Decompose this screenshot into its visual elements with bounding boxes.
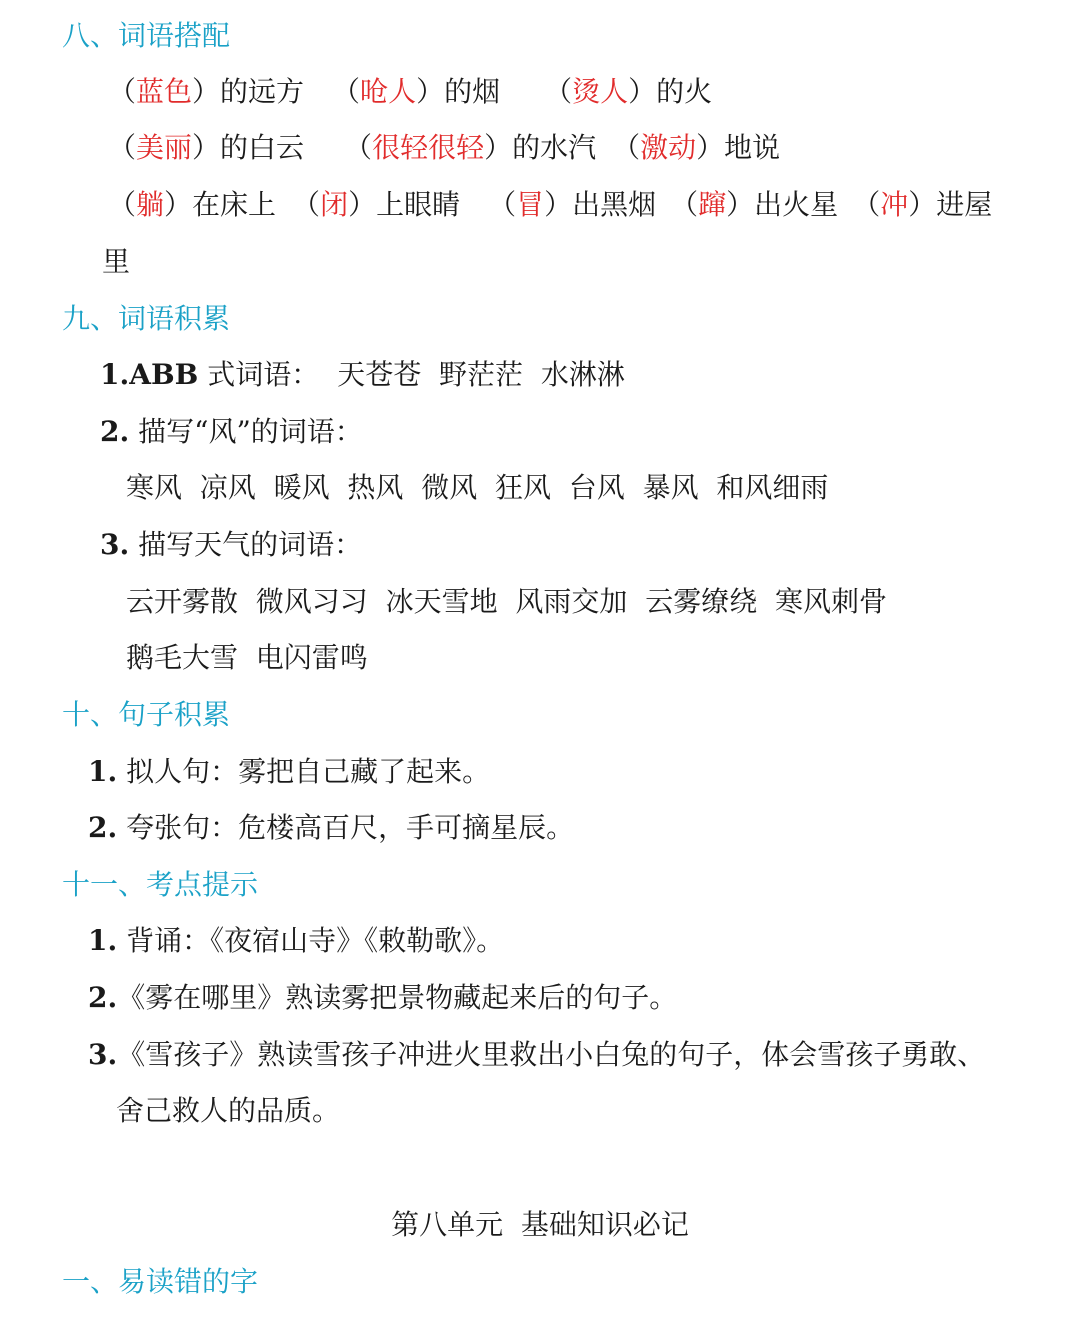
- wind-words: 寒风 凉风 暖风 热风 微风 狂风 台风 暴风 和风细雨: [126, 471, 829, 504]
- item-text: 背诵：《夜宿山寺》《敕勒歌》。: [126, 924, 505, 957]
- item-number: 1.ABB: [100, 358, 199, 391]
- tip-item-3-wrap: 舍己救人的品质。: [116, 1094, 341, 1127]
- item-number: 1.: [88, 924, 118, 957]
- item-number: 3.: [100, 528, 130, 561]
- weather-words-2: 鹅毛大雪 电闪雷鸣: [126, 641, 368, 674]
- collocation-item: （很轻很轻）的水汽: [344, 131, 597, 164]
- collocation-item: （冲）进屋: [852, 188, 993, 221]
- section-heading-11: 十一、考点提示: [62, 868, 259, 901]
- collocation-item: （激动）地说: [612, 131, 781, 164]
- collocation-row-3-wrap: 里: [102, 245, 131, 278]
- tip-item-1: [88, 921, 504, 961]
- answer-word: 闭: [320, 188, 349, 221]
- collocation-item: （美丽）的白云: [108, 131, 305, 164]
- collocation-item: （呛人）的烟: [332, 75, 501, 108]
- answer-word: 美丽: [136, 131, 193, 164]
- item-number: 2.: [88, 981, 118, 1014]
- item-number: 1.: [88, 755, 118, 788]
- section-heading-8: 八、词语搭配: [62, 19, 231, 52]
- collocation-item: （闭）上眼睛: [292, 188, 461, 221]
- answer-word: 蓝色: [136, 75, 193, 108]
- item-text: 夸张句：危楼高百尺，手可摘星辰。: [126, 811, 575, 844]
- item-label: 描写“风”的词语：: [138, 415, 363, 448]
- collocation-item: （蹿）出火星: [670, 188, 839, 221]
- collocation-item: （冒）出黑烟: [488, 188, 657, 221]
- word-item-3: [100, 525, 362, 565]
- answer-word: 冲: [880, 188, 909, 221]
- weather-words-1: 云开雾散 微风习习 冰天雪地 风雨交加 云雾缭绕 寒风刺骨: [126, 585, 888, 618]
- tip-item-2: [88, 978, 677, 1018]
- collocation-row-1: [108, 72, 712, 112]
- item-text: 《雾在哪里》熟读雾把景物藏起来后的句子。: [117, 981, 678, 1014]
- tip-item-3: [88, 1035, 985, 1075]
- item-number: 3.: [88, 1038, 118, 1071]
- item-number: 2.: [100, 415, 130, 448]
- item-words: 天苍苍 野茫茫 水淋淋: [337, 358, 625, 391]
- collocation-row-2: [108, 128, 780, 168]
- answer-word: 冒: [516, 188, 545, 221]
- answer-word: 激动: [640, 131, 697, 164]
- word-item-2: [100, 412, 363, 452]
- collocation-item: （蓝色）的远方: [108, 75, 305, 108]
- collocation-row-3: [108, 185, 992, 225]
- sentence-item-1: [88, 752, 490, 792]
- item-text: 拟人句：雾把自己藏了起来。: [126, 755, 491, 788]
- unit-title: 第八单元 基础知识必记: [391, 1208, 689, 1241]
- collocation-item: （躺）在床上: [108, 188, 277, 221]
- word-item-1: [100, 355, 625, 395]
- sentence-item-2: [88, 808, 574, 848]
- collocation-item: （烫人）的火: [544, 75, 713, 108]
- item-number: 2.: [88, 811, 118, 844]
- answer-word: 烫人: [572, 75, 629, 108]
- section-heading-9: 九、词语积累: [62, 302, 231, 335]
- answer-word: 躺: [136, 188, 165, 221]
- item-label: 式词语：: [207, 358, 320, 391]
- item-text: 《雪孩子》熟读雪孩子冲进火里救出小白兔的句子，体会雪孩子勇敢、: [117, 1038, 986, 1071]
- answer-word: 很轻很轻: [372, 131, 485, 164]
- section-heading-1: 一、易读错的字: [62, 1265, 259, 1298]
- section-heading-10: 十、句子积累: [62, 698, 231, 731]
- item-label: 描写天气的词语：: [138, 528, 363, 561]
- answer-word: 呛人: [360, 75, 417, 108]
- answer-word: 蹿: [698, 188, 727, 221]
